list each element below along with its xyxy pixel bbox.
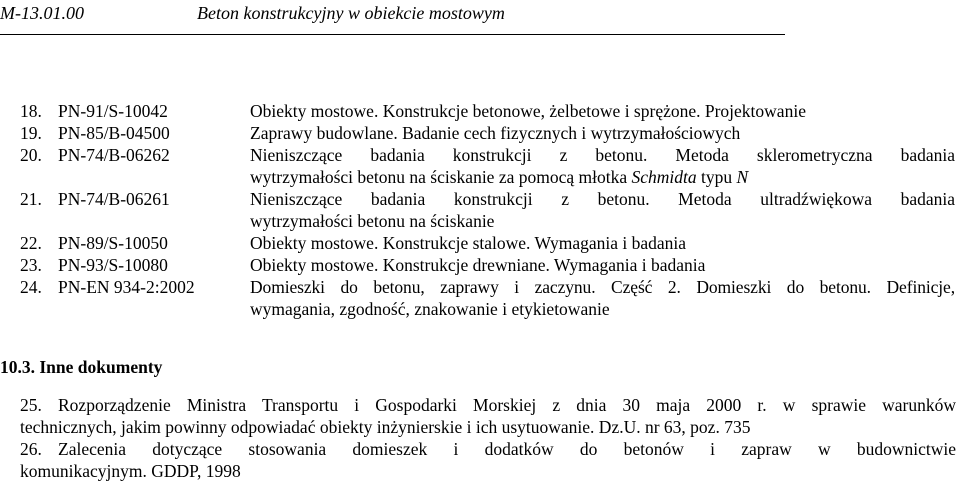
- document-code: M-13.01.00: [0, 3, 84, 23]
- document-reference: Rozporządzenie Ministra Transportu i Gospodarki Morskiej z dnia 30 maja 2000 r. w sprawie warunków: [58, 395, 956, 415]
- list-item: [0, 144, 960, 188]
- list-item: [0, 232, 960, 254]
- list-item: [0, 100, 960, 122]
- standard-code: PN-74/B-06261: [58, 189, 170, 209]
- standard-title: Domieszki do betonu, zaprawy i zaczynu. Część 2. Domieszki do betonu. Definicje,: [250, 277, 955, 297]
- standard-title: Obiekty mostowe. Konstrukcje drewniane. Wymagania i badania: [250, 255, 706, 275]
- list-item: [0, 188, 960, 232]
- item-number: 20.: [20, 145, 42, 165]
- documents-list: [0, 394, 960, 482]
- standard-title: Nieniszczące badania konstrukcji z betonu. Metoda ultradźwiękowa badania: [250, 189, 955, 209]
- standard-code: PN-85/B-04500: [58, 123, 170, 143]
- item-number: 18.: [20, 101, 42, 121]
- standard-code: PN-91/S-10042: [58, 101, 168, 121]
- standard-title: Nieniszczące badania konstrukcji z betonu. Metoda sklerometryczna badania: [250, 145, 955, 165]
- document-reference-continuation: technicznych, jakim powinny odpowiadać obiekty inżynierskie i ich usytuowanie. Dz.U. nr 63, poz. 735: [20, 417, 751, 437]
- page-header: [0, 0, 785, 35]
- standard-title-continuation: wymagania, zgodność, znakowanie i etykietowanie: [250, 299, 610, 319]
- list-item: [0, 276, 960, 320]
- standard-code: PN-93/S-10080: [58, 255, 168, 275]
- standard-title: Obiekty mostowe. Konstrukcje betonowe, żelbetowe i sprężone. Projektowanie: [250, 101, 806, 121]
- standard-code: PN-74/B-06262: [58, 145, 170, 165]
- item-number: 24.: [20, 277, 42, 297]
- item-number: 26.: [20, 439, 42, 459]
- document-reference: Zalecenia dotyczące stosowania domieszek i dodatków do betonów i zapraw w budownictwie: [58, 439, 956, 459]
- standard-title: Zaprawy budowlane. Badanie cech fizycznych i wytrzymałościowych: [250, 123, 741, 143]
- standard-code: PN-89/S-10050: [58, 233, 168, 253]
- section-heading: 10.3. Inne dokumenty: [0, 357, 163, 377]
- item-number: 19.: [20, 123, 42, 143]
- item-number: 21.: [20, 189, 42, 209]
- list-item: [0, 394, 960, 438]
- document-reference-continuation: komunikacyjnym. GDDP, 1998: [20, 461, 241, 481]
- standard-code: PN-EN 934-2:2002: [58, 277, 195, 297]
- item-number: 22.: [20, 233, 42, 253]
- standard-title-continuation: wytrzymałości betonu na ściskanie za pomocą młotka Schmidta typu N: [250, 167, 749, 187]
- list-item: [0, 122, 960, 144]
- standard-title-continuation: wytrzymałości betonu na ściskanie: [250, 211, 495, 231]
- item-number: 23.: [20, 255, 42, 275]
- standards-list: [0, 100, 960, 320]
- document-title: Beton konstrukcyjny w obiekcie mostowym: [197, 3, 505, 23]
- list-item: [0, 438, 960, 482]
- item-number: 25.: [20, 395, 42, 415]
- standard-title: Obiekty mostowe. Konstrukcje stalowe. Wymagania i badania: [250, 233, 687, 253]
- list-item: [0, 254, 960, 276]
